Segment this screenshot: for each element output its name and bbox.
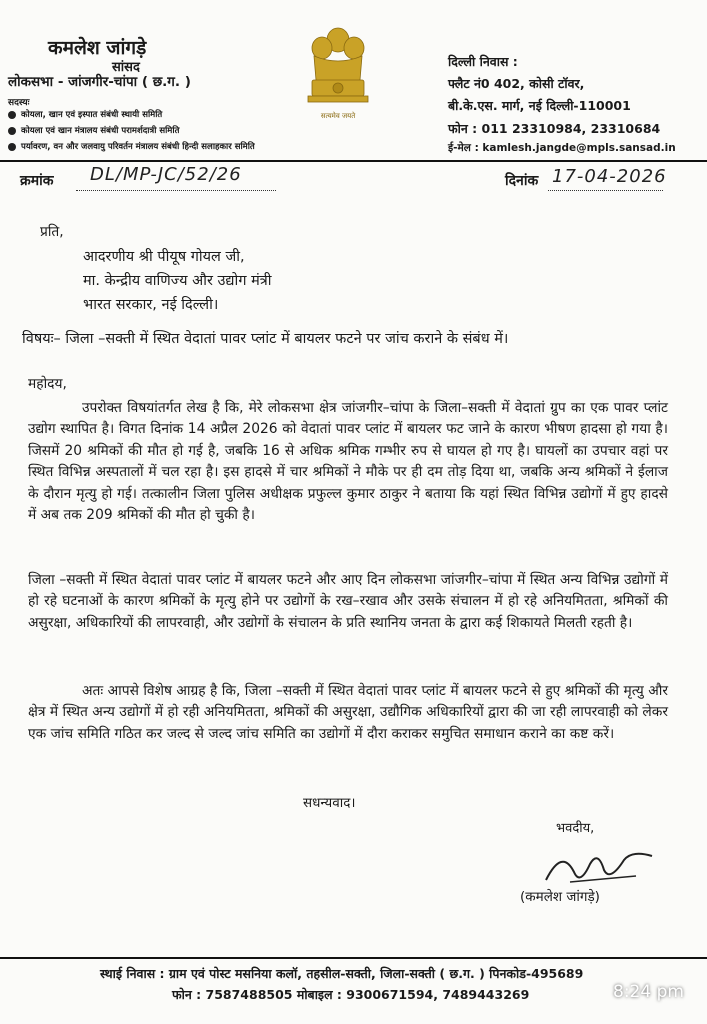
date-dotted-line bbox=[548, 190, 663, 191]
subject-label: विषयः– bbox=[22, 331, 61, 347]
bullet-icon bbox=[8, 111, 16, 119]
body-paragraph: अतः आपसे विशेष आग्रह है कि, जिला –सक्ती में स्थित वेदातां पावर प्लांट में बायलर फटने से हुए श्रमिकों की मृत्यु और क्षेत्र में स्थित अन्य उद्योगों में हो रही अनियमितता, श्रमिकों की असुरक्षा, उद्यौगिक अधिकारियों द्वारा की जा रही लापरवाही को लेकर एक जांच समिति गठित कर जल्द से जल्द जांच समिति का उद्योगों में दौरा कराकर समुचित समाधान कराने का कष्ट करें। bbox=[28, 683, 668, 742]
footer-divider bbox=[0, 957, 707, 959]
delhi-email: ई-मेल : kamlesh.jangde@mpls.sansad.in bbox=[448, 142, 676, 154]
national-emblem-icon bbox=[298, 22, 378, 126]
bullet-icon bbox=[8, 143, 16, 151]
letter-date: 17-04-2026 bbox=[552, 166, 667, 187]
delhi-address-label: दिल्ली निवास : bbox=[448, 54, 518, 69]
status-time: 8:24 pm bbox=[613, 982, 684, 1002]
delhi-address-line: फ्लैट नं0 402, कोसी टॉवर, bbox=[448, 76, 585, 91]
sign-off: भवदीय, bbox=[556, 821, 595, 836]
reference-number: DL/MP-JC/52/26 bbox=[90, 164, 242, 185]
recipient-line: आदरणीय श्री पीयूष गोयल जी, bbox=[83, 249, 245, 265]
salutation: महोदय, bbox=[28, 376, 67, 392]
committee-item: कोयला, खान एवं इस्पात संबंधी स्थायी समिति bbox=[8, 109, 162, 120]
signature-icon bbox=[540, 842, 660, 892]
committee-item: पर्यावरण, वन और जलवायु परिवर्तन मंत्रालय संबंधी हिन्दी सलाहकार समिति bbox=[8, 141, 255, 152]
subject-text: जिला –सक्ती में स्थित वेदातां पावर प्लांट में बायलर फटने पर जांच कराने के संबंध में। bbox=[65, 331, 509, 347]
emblem-motto: सत्यमेव जयते bbox=[320, 112, 356, 120]
recipient-line: मा. केन्द्रीय वाणिज्य और उद्योग मंत्री bbox=[83, 273, 272, 289]
closing-thanks: सधन्यवाद। bbox=[303, 795, 356, 811]
recipient-line: भारत सरकार, नई दिल्ली। bbox=[83, 297, 219, 313]
members-label: सदस्यः bbox=[8, 98, 30, 108]
date-label: दिनांक bbox=[505, 173, 539, 189]
delhi-phone: फोन : 011 23310984, 23310684 bbox=[448, 121, 661, 136]
committee-item: कोयला एवं खान मंत्रालय संबंधी परामर्शदात्री समिति bbox=[8, 125, 179, 136]
bullet-icon bbox=[8, 127, 16, 135]
recipient-prefix: प्रति, bbox=[40, 224, 64, 240]
mp-name: कमलेश जांगड़े bbox=[48, 37, 147, 59]
reference-label: क्रमांक bbox=[20, 173, 54, 189]
subject-line bbox=[22, 328, 508, 348]
reference-dotted-line bbox=[76, 190, 276, 191]
delhi-address-line: बी.के.एस. मार्ग, नई दिल्ली-110001 bbox=[448, 98, 631, 113]
footer-phone: फोन : 7587488505 मोबाइल : 9300671594, 7489443269 bbox=[172, 987, 530, 1002]
body-paragraph: जिला –सक्ती में स्थित वेदातां पावर प्लांट में बायलर फटने और आए दिन लोकसभा जांजगीर–चांपा में स्थित अन्य विभिन्न उद्योगों में हो रहे घटनाओं के कारण श्रमिकों के मृत्यु होने पर उद्योगों के रख–रखाव और उसके संचालन में हो रहे अनियमितता, श्रमिकों की असुरक्षा, अधिकारियों की लापरवाही, और उद्योगों के संचालन के प्रति स्थानिय जनता के द्वारा कई शिकायते मिलती रहती है। bbox=[28, 572, 668, 631]
footer-address: स्थाई निवास : ग्राम एवं पोस्ट मसनिया कलॉ, तहसील-सक्ती, जिला-सक्ती ( छ.ग. ) पिनकोड-495689 bbox=[100, 966, 584, 981]
signatory-name: (कमलेश जांगड़े) bbox=[520, 889, 600, 905]
body-paragraph: उपरोक्त विषयांतर्गत लेख है कि, मेरे लोकसभा क्षेत्र जांजगीर–चांपा के जिला–सक्ती में वेदातां ग्रुप का एक पावर प्लांट उद्योग स्थापित है। विगत दिनांक 14 अप्रैल 2026 को वेदातां पावर प्लांट में बायलर फट जाने के कारण भीषण हादसा हो गया है। जिसमें 20 श्रमिकों की मौत हो गई है, जबकि 16 से अधिक श्रमिक गम्भीर रुप से घायल हो गए है। घायलों का उपचार वहां पर स्थित विभिन्न अस्पतालों में चल रहा है। इस हादसे में चार श्रमिकों ने मौके पर ही दम तोड़ दिया था, जबकि अन्य श्रमिकों ने ईलाज के दौरान मृत्यु हो गई। तत्कालीन जिला पुलिस अधीक्षक प्रफुल्ल कुमार ठाकुर ने बताया कि यहां स्थित विभिन्न उद्योगों में हुए हादसे में अब तक 209 श्रमिकों की मौत हो चुकी है। bbox=[28, 400, 668, 524]
header-divider bbox=[0, 160, 707, 162]
mp-designation: सांसद bbox=[112, 60, 140, 75]
constituency: लोकसभा - जांजगीर-चांपा ( छ.ग. ) bbox=[8, 74, 191, 90]
